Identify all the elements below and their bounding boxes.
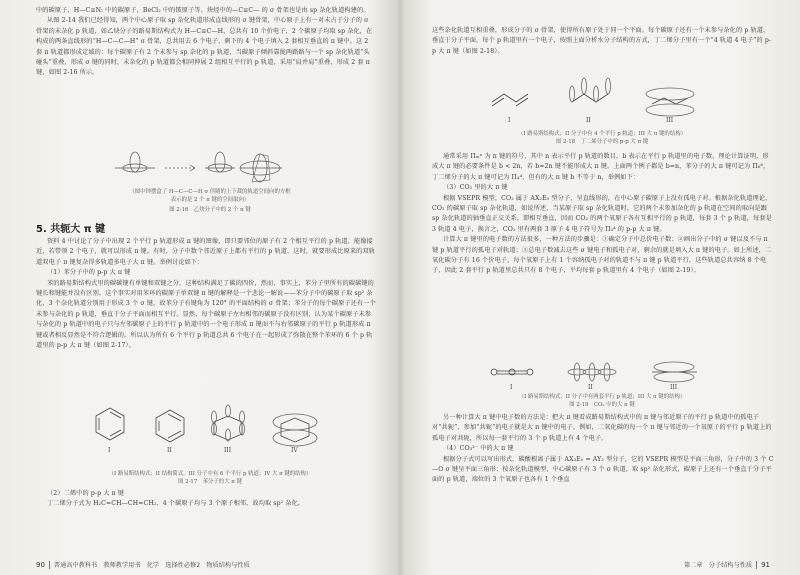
- left-para-5: 丁二烯分子式为 H₂C=CH—CH=CH₂，4 个碳原子均与 3 个原子相邻，故均取 sp² 杂化，: [47, 500, 305, 508]
- right-sub-co2: （3）CO₂ 里的大 π 键: [443, 184, 508, 192]
- right-text-top: [432, 26, 774, 57]
- right-para-3: 根据 VSEPR 模型，CO₂ 属于 AX₂E₀ 型分子，呈直线形的，在中心原子碳原子上没有孤电子对。根据杂化轨道理论，CO₂ 的碳原子取 sp 杂化轨道，如说所述，当某原子取 sp 杂化轨道时，它的两个未参加杂化的 p 轨道在空间的取向是跟 sp 杂化轨道的轴垂直正交关系，即相互垂直，因而 CO₂ 的两个氧原子各有互相平行的 p 轨道，每套 3 个 p 轨道，每套是 3 轨道 4 电子，换言之，CO₂ 里有两套 3 原子 4 电子符号为 Π₃⁴ 的 p-p 大 π 键。: [432, 194, 772, 233]
- svg-text:I: I: [108, 447, 111, 454]
- right-sub-co3: （4）CO₃²⁻ 中的大 π 键: [443, 445, 514, 453]
- right-page-number: 91: [761, 561, 770, 569]
- svg-text:III: III: [666, 117, 674, 124]
- svg-text:III: III: [224, 447, 232, 454]
- fig218-note: （I 路易斯结构式；II 分子中有 4 个平行 p 轨道；III 大 π 键的结构）: [518, 131, 686, 137]
- fig219-caption: 图 2-19 CO₂ 中的大 π 键: [569, 402, 635, 408]
- svg-text:II: II: [588, 384, 593, 391]
- left-footer-title: 普通高中教科书 教师教学用书 化学 选择性必修2 物质结构与性质: [53, 562, 250, 569]
- left-text-bottom: [36, 489, 376, 510]
- right-para-5: 另一种计算大 π 键中电子数的方法是：把大 π 键看成路易斯结构式中的 π 键与邻近原子的平行 p 轨道中的孤电子对“共轭”，参加“共轭”的电子就是大 π 键中的电子。例如，二氧化碳的每一个 π 键与邻近的一个氧原子的平行 p 轨道上的孤电子对共轭，所以每一套平行的 3 个 p 轨道上有 4 个电子。: [432, 414, 772, 442]
- right-para-1: 这些杂化轨道互相重叠，形成分子的 σ 骨架，使得所有原子处于同一个平面。每个碳原子还有一个未参与杂化的 p 轨道，垂直于分子平面，每个 p 轨道里有一个电子，按照上面分析水分子结构的方式，丁二烯分子里有一个“4 轨道 4 电子”的 p-p 大 π 键（如图 2-18）。: [432, 27, 772, 55]
- right-text-bottom: [432, 413, 774, 486]
- fig217-caption: 图 2-17 苯分子的大 π 键: [178, 479, 242, 485]
- left-para-3: 资料 4 中讨论了分子中出现 2 个平行 p 轨道形成 π 键的图像，即只要邻位的原子有 2 个相互平行的 p 轨道，能像接近，若带领 2 个电子，就可以形成 π 键。有时，分子中数个邻近原子上都有平行的 p 轨道，这时，就要形成比原来的双轨道双电子 π 键复杂得多轨道多电子大 π 键。举例讨论如下：: [36, 238, 376, 266]
- svg-text:III: III: [670, 384, 678, 391]
- svg-text:IV: IV: [291, 447, 298, 454]
- left-page: [0, 0, 398, 575]
- butadiene-pi-bond-figure: [482, 74, 712, 124]
- svg-text:II: II: [586, 117, 591, 124]
- svg-text:I: I: [510, 384, 513, 391]
- left-para-1: 中的碳原子，H—C≡N: 中的碳原子，BeCl₂ 中的铍原子等。炔烃中的—C≡C— 的 σ 骨架也是由 sp 杂化轨道构建的。: [36, 7, 370, 14]
- right-para-4: 计算大 π 键里的电子数的方法很多，一种方法的步骤是：①确定分子中总价电子数；②画出分子中的 σ 键以及不与 π 键 p 轨道平行的孤电子对轨道；③总电子数减去这些 σ 键电子和孤电子对，剩余的就是填入大 π 键的电子。如上所述，二氧化碳分子有 16 个价电子，每个氧原子上有 1 个容纳孤电子对的轨道不与 π 键 p 轨道平行，这些轨道总共容纳 8 个电子，因此 2 套平行 p 轨道里总共只有 8 个电子，平均每套 p 轨道里有 4 个电子（如图 2-19）。: [432, 236, 772, 275]
- left-text-mid: [36, 237, 376, 351]
- svg-text:II: II: [167, 447, 172, 454]
- left-para-4: 苯的路易斯结构式里的碳碳键有单键和双键之分，这种结构满足了碳的四价，然而，事实上，苯分子里所有的碳碳键的键长和键能并没有区别，这个事实对用苯环的碳原子单双键 π 键的解释是一个悲论一解说——苯分子中的碳原子取 sp² 杂化，3 个杂化轨道分别用于形成 3 个 σ 键，故苯分子有键角为 120° 的平面结构的 σ 骨架；苯分子的每个碳原子还有一个未参与杂化的 p 轨道，垂直于分子平面而相互平行。显然，每个碳原子左右相邻的碳原子没有区别，认为某个碳原子未参与杂化的 p 轨道中的电子只与左邻碳原子上的平行 p 轨道中的一个电子形成 π 键而不与右邻碳原子的平行 p 轨道形成 π 键或者相反显然是不符合逻辑的。所以认为所有 6 个平行 p 轨道总共 6 个电子在一起形成了弥散在整个苯环的 6 个 p 轨道里的 p-p 大 π 键（如图 2-17）。: [36, 279, 376, 350]
- left-text-top: [36, 6, 376, 79]
- fig219-note: （I 路易斯结构式；II 分子中有两套平行 p 轨道；III 大 π 键的结构）: [518, 394, 686, 400]
- right-page: [402, 0, 800, 575]
- section-heading-conjugated-pi: 5. 共轭大 π 键: [36, 224, 106, 235]
- fig216-caption: 图 2-16 乙炔分子中的 2 个 π 键: [169, 207, 251, 213]
- fig217-note: （I 路易斯结构式；II 结构简式，III 分子中有 6 个平行 p 轨道；IV 大 π 键的结构）: [108, 471, 312, 477]
- left-para-2: 从图 2-14 我们已经得知，两个中心原子取 sp 杂化轨道形成直线形的 σ 键骨架，中心原子上有一对未占于分子的 σ 骨架的未杂化 p 轨道，如乙炔分子的路易斯结构式为 H—C≡C—H，总共有 10 个价电子，2 个碳原子均取 sp 杂化，在构成的两条直线形的“H—C—C—H” σ 骨架，总共用去 6 个电子，剩下的 4 个电子填入 2 套相互垂直的 π 键中。这 2 套 π 轨道都形成定域的：每个碳原子有 2 个未参与 sp 杂化的 p 轨道，当碳原子倾斜靠拢两路路与一个 sp 杂化轨道“头碰头”重叠，形成 σ 键的同时，未杂化的 p 轨道都会相同伸展 2 组相互平行的 p 轨道，采用“肩并肩”重叠，形成 2 套 π 键，如图 2-16 所示。: [36, 17, 373, 77]
- left-page-number: 90: [36, 561, 45, 569]
- right-text-mid: [432, 152, 774, 277]
- co2-pi-bond-figure: [482, 355, 712, 391]
- fig216-note: （图中钟摆盒了 H—C—C—H σ 伴随的上下裁的轨道空间向的方框 表示的是 2 个 π 键的空间取向）: [129, 189, 291, 203]
- right-footer: [684, 560, 770, 569]
- left-sub-butadiene: （2）二烯中的 p-p 大 π 键: [47, 490, 125, 497]
- benzene-structure-figure: [80, 402, 340, 454]
- acetylene-pi-bond-figure: [110, 150, 310, 188]
- right-para-6: 根据分子式可以写出形式，碳酸根离子属于 AX₃E₀ = AY₃ 型分子，它的 VSEPR 模型是平面三角形，分子中的 3 个 C—O σ 键呈平面三角形；按杂化轨道模型，中心碳原子有 3 个 σ 轨道，取 sp² 杂化形式，碳原子上还有一个垂直于分子平面的 p 轨道，端位的 3 个氧原子也各有 1 个垂直: [432, 455, 774, 484]
- right-footer-chapter: 第二章 分子结构与性质: [684, 562, 753, 569]
- fig218-caption: 图 2-18 丁二烯分子中的 p-p 大 π 键: [555, 139, 649, 145]
- right-para-2: 通常采用 Πₘⁿ 为 π 键的符号，其中 n 表示平行 p 轨道的数目，b 表示在平行 p 轨道里的电子数。理论计算证明，形成大 π 键的必要条件是 b < 2n，若 b=2n 键不能形成大 π 键。上面两个例子都是 b=n，苯分子的大 π 键可记为 Π₆⁶，丁二烯分子的大 π 键可记为 Π₄⁴，但有的大 π 键 b 不等于 n，举例如下：: [432, 153, 770, 181]
- left-footer: [36, 560, 250, 569]
- svg-text:I: I: [508, 117, 511, 124]
- left-sub-benzene: （1）苯分子中的 p-p 大 π 键: [47, 269, 131, 277]
